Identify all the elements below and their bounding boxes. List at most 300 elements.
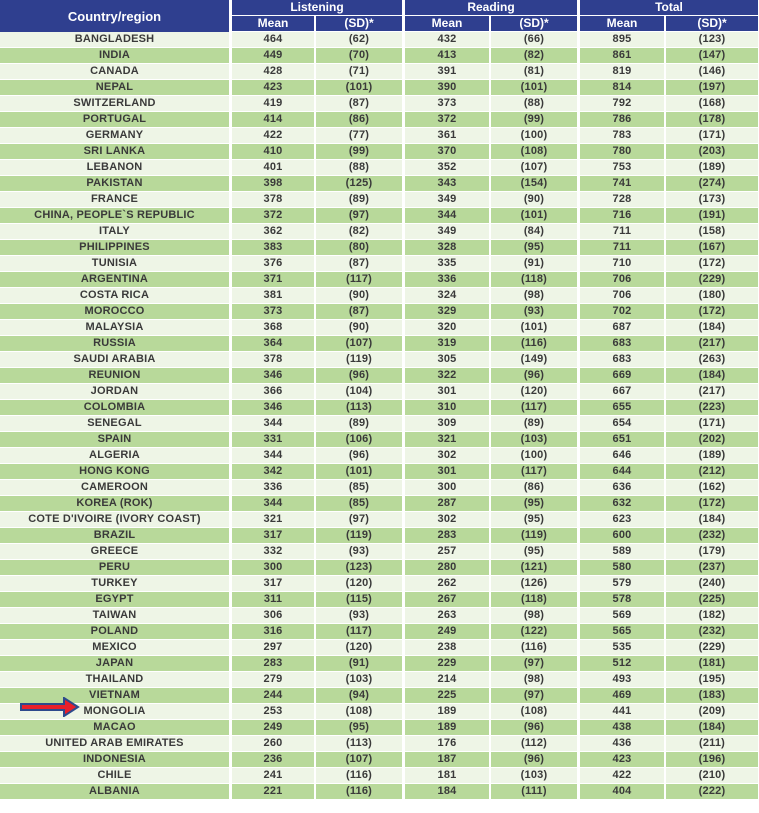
cell-total-sd: (189) <box>666 160 758 176</box>
table-row <box>0 656 758 672</box>
cell-total-mean: 819 <box>580 64 666 80</box>
cell-reading-sd: (82) <box>491 48 580 64</box>
cell-listening-mean: 297 <box>232 640 316 656</box>
cell-country: PORTUGAL <box>0 112 232 128</box>
table-row <box>0 432 758 448</box>
cell-country: PHILIPPINES <box>0 240 232 256</box>
cell-reading-mean: 370 <box>405 144 491 160</box>
cell-country: CHILE <box>0 768 232 784</box>
cell-total-mean: 654 <box>580 416 666 432</box>
cell-reading-mean: 329 <box>405 304 491 320</box>
header-listening-sd: (SD)* <box>316 16 405 32</box>
cell-total-mean: 569 <box>580 608 666 624</box>
cell-listening-sd: (94) <box>316 688 405 704</box>
cell-country: LEBANON <box>0 160 232 176</box>
cell-total-mean: 436 <box>580 736 666 752</box>
table-row <box>0 640 758 656</box>
cell-reading-sd: (97) <box>491 688 580 704</box>
cell-listening-sd: (117) <box>316 624 405 640</box>
cell-total-sd: (172) <box>666 256 758 272</box>
cell-reading-mean: 262 <box>405 576 491 592</box>
cell-reading-mean: 263 <box>405 608 491 624</box>
cell-reading-sd: (101) <box>491 320 580 336</box>
cell-listening-mean: 401 <box>232 160 316 176</box>
cell-reading-mean: 225 <box>405 688 491 704</box>
table-row <box>0 544 758 560</box>
header-total: Total <box>580 0 758 16</box>
cell-total-mean: 632 <box>580 496 666 512</box>
cell-country: MACAO <box>0 720 232 736</box>
cell-reading-mean: 343 <box>405 176 491 192</box>
cell-listening-sd: (62) <box>316 32 405 48</box>
table-row <box>0 704 758 720</box>
cell-total-mean: 579 <box>580 576 666 592</box>
table-row <box>0 128 758 144</box>
cell-total-mean: 636 <box>580 480 666 496</box>
cell-listening-sd: (113) <box>316 400 405 416</box>
cell-reading-sd: (96) <box>491 720 580 736</box>
cell-total-sd: (274) <box>666 176 758 192</box>
cell-total-sd: (172) <box>666 496 758 512</box>
cell-total-sd: (180) <box>666 288 758 304</box>
cell-total-sd: (184) <box>666 720 758 736</box>
cell-total-mean: 716 <box>580 208 666 224</box>
cell-reading-sd: (116) <box>491 336 580 352</box>
cell-reading-mean: 302 <box>405 448 491 464</box>
header-reading: Reading <box>405 0 580 16</box>
cell-country: TUNISIA <box>0 256 232 272</box>
cell-country: THAILAND <box>0 672 232 688</box>
cell-total-sd: (217) <box>666 384 758 400</box>
cell-country: GERMANY <box>0 128 232 144</box>
cell-reading-sd: (111) <box>491 784 580 800</box>
cell-total-mean: 493 <box>580 672 666 688</box>
cell-listening-sd: (85) <box>316 480 405 496</box>
table-row <box>0 80 758 96</box>
cell-reading-mean: 335 <box>405 256 491 272</box>
cell-total-mean: 644 <box>580 464 666 480</box>
cell-listening-mean: 249 <box>232 720 316 736</box>
cell-listening-sd: (91) <box>316 656 405 672</box>
table-row <box>0 688 758 704</box>
cell-listening-sd: (80) <box>316 240 405 256</box>
cell-total-mean: 469 <box>580 688 666 704</box>
cell-total-sd: (229) <box>666 272 758 288</box>
cell-country: UNITED ARAB EMIRATES <box>0 736 232 752</box>
cell-listening-sd: (125) <box>316 176 405 192</box>
cell-country: SRI LANKA <box>0 144 232 160</box>
cell-total-sd: (183) <box>666 688 758 704</box>
cell-total-mean: 655 <box>580 400 666 416</box>
cell-listening-mean: 362 <box>232 224 316 240</box>
cell-country: ITALY <box>0 224 232 240</box>
cell-reading-mean: 300 <box>405 480 491 496</box>
cell-total-sd: (263) <box>666 352 758 368</box>
cell-reading-sd: (88) <box>491 96 580 112</box>
cell-reading-sd: (96) <box>491 368 580 384</box>
cell-country: SWITZERLAND <box>0 96 232 112</box>
table-row <box>0 320 758 336</box>
cell-listening-sd: (90) <box>316 320 405 336</box>
cell-reading-mean: 319 <box>405 336 491 352</box>
cell-listening-sd: (93) <box>316 608 405 624</box>
cell-reading-sd: (86) <box>491 480 580 496</box>
cell-reading-sd: (97) <box>491 656 580 672</box>
table-row <box>0 224 758 240</box>
cell-listening-mean: 241 <box>232 768 316 784</box>
cell-reading-mean: 238 <box>405 640 491 656</box>
cell-reading-mean: 322 <box>405 368 491 384</box>
cell-reading-sd: (93) <box>491 304 580 320</box>
cell-country: KOREA (ROK) <box>0 496 232 512</box>
cell-total-mean: 753 <box>580 160 666 176</box>
cell-reading-sd: (99) <box>491 112 580 128</box>
cell-total-sd: (196) <box>666 752 758 768</box>
cell-country: INDONESIA <box>0 752 232 768</box>
table-header <box>0 0 758 32</box>
cell-listening-mean: 236 <box>232 752 316 768</box>
cell-reading-sd: (119) <box>491 528 580 544</box>
table-row <box>0 608 758 624</box>
cell-total-mean: 623 <box>580 512 666 528</box>
cell-total-sd: (171) <box>666 128 758 144</box>
table-row <box>0 48 758 64</box>
cell-listening-sd: (116) <box>316 768 405 784</box>
table-row <box>0 400 758 416</box>
cell-total-mean: 600 <box>580 528 666 544</box>
table-row <box>0 32 758 48</box>
cell-total-mean: 792 <box>580 96 666 112</box>
cell-reading-sd: (95) <box>491 544 580 560</box>
cell-reading-sd: (66) <box>491 32 580 48</box>
header-reading-mean: Mean <box>405 16 491 32</box>
cell-total-mean: 895 <box>580 32 666 48</box>
table-row <box>0 176 758 192</box>
cell-reading-sd: (100) <box>491 448 580 464</box>
cell-listening-mean: 336 <box>232 480 316 496</box>
cell-listening-mean: 368 <box>232 320 316 336</box>
cell-reading-sd: (117) <box>491 464 580 480</box>
cell-reading-mean: 352 <box>405 160 491 176</box>
cell-listening-sd: (119) <box>316 528 405 544</box>
cell-total-mean: 783 <box>580 128 666 144</box>
cell-listening-sd: (93) <box>316 544 405 560</box>
cell-listening-mean: 244 <box>232 688 316 704</box>
cell-total-sd: (168) <box>666 96 758 112</box>
cell-reading-sd: (95) <box>491 496 580 512</box>
table-row <box>0 160 758 176</box>
cell-listening-sd: (95) <box>316 720 405 736</box>
cell-reading-mean: 432 <box>405 32 491 48</box>
cell-listening-mean: 221 <box>232 784 316 800</box>
cell-listening-sd: (88) <box>316 160 405 176</box>
cell-total-sd: (178) <box>666 112 758 128</box>
cell-listening-sd: (104) <box>316 384 405 400</box>
cell-reading-mean: 321 <box>405 432 491 448</box>
cell-total-mean: 861 <box>580 48 666 64</box>
cell-listening-sd: (120) <box>316 576 405 592</box>
cell-reading-sd: (122) <box>491 624 580 640</box>
table-row <box>0 352 758 368</box>
cell-listening-mean: 378 <box>232 352 316 368</box>
cell-total-sd: (229) <box>666 640 758 656</box>
cell-listening-sd: (70) <box>316 48 405 64</box>
cell-reading-mean: 181 <box>405 768 491 784</box>
table-row <box>0 560 758 576</box>
cell-total-sd: (240) <box>666 576 758 592</box>
cell-reading-mean: 361 <box>405 128 491 144</box>
cell-total-sd: (232) <box>666 624 758 640</box>
cell-country: JORDAN <box>0 384 232 400</box>
table-row <box>0 240 758 256</box>
table-row <box>0 784 758 800</box>
cell-listening-sd: (90) <box>316 288 405 304</box>
cell-reading-sd: (98) <box>491 608 580 624</box>
cell-country: COLOMBIA <box>0 400 232 416</box>
cell-total-sd: (179) <box>666 544 758 560</box>
cell-reading-mean: 176 <box>405 736 491 752</box>
header-listening-mean: Mean <box>232 16 316 32</box>
cell-reading-sd: (117) <box>491 400 580 416</box>
cell-total-mean: 422 <box>580 768 666 784</box>
cell-reading-sd: (95) <box>491 512 580 528</box>
cell-total-sd: (167) <box>666 240 758 256</box>
cell-listening-sd: (96) <box>316 368 405 384</box>
cell-listening-sd: (97) <box>316 512 405 528</box>
cell-listening-mean: 378 <box>232 192 316 208</box>
cell-listening-sd: (123) <box>316 560 405 576</box>
table-body <box>0 32 758 800</box>
cell-listening-mean: 381 <box>232 288 316 304</box>
cell-total-mean: 667 <box>580 384 666 400</box>
cell-country: CHINA, PEOPLE`S REPUBLIC <box>0 208 232 224</box>
header-total-sd: (SD)* <box>666 16 758 32</box>
cell-reading-sd: (84) <box>491 224 580 240</box>
cell-listening-mean: 376 <box>232 256 316 272</box>
cell-reading-mean: 301 <box>405 384 491 400</box>
cell-total-mean: 646 <box>580 448 666 464</box>
cell-listening-sd: (108) <box>316 704 405 720</box>
cell-listening-mean: 344 <box>232 448 316 464</box>
cell-total-sd: (184) <box>666 512 758 528</box>
cell-total-mean: 669 <box>580 368 666 384</box>
cell-reading-sd: (91) <box>491 256 580 272</box>
table-row <box>0 592 758 608</box>
cell-total-mean: 580 <box>580 560 666 576</box>
cell-total-mean: 786 <box>580 112 666 128</box>
cell-country: TURKEY <box>0 576 232 592</box>
cell-listening-sd: (101) <box>316 80 405 96</box>
table-row <box>0 112 758 128</box>
cell-total-mean: 512 <box>580 656 666 672</box>
cell-listening-sd: (117) <box>316 272 405 288</box>
cell-total-sd: (223) <box>666 400 758 416</box>
cell-listening-mean: 300 <box>232 560 316 576</box>
cell-listening-mean: 260 <box>232 736 316 752</box>
cell-country: EGYPT <box>0 592 232 608</box>
cell-reading-mean: 189 <box>405 704 491 720</box>
cell-reading-mean: 324 <box>405 288 491 304</box>
cell-total-sd: (195) <box>666 672 758 688</box>
cell-reading-mean: 280 <box>405 560 491 576</box>
cell-total-mean: 589 <box>580 544 666 560</box>
cell-reading-mean: 214 <box>405 672 491 688</box>
cell-reading-sd: (96) <box>491 752 580 768</box>
header-row-groups <box>0 0 758 16</box>
cell-reading-sd: (90) <box>491 192 580 208</box>
cell-listening-mean: 398 <box>232 176 316 192</box>
cell-reading-mean: 249 <box>405 624 491 640</box>
table-row <box>0 736 758 752</box>
cell-listening-sd: (89) <box>316 192 405 208</box>
cell-reading-sd: (101) <box>491 208 580 224</box>
cell-reading-sd: (118) <box>491 272 580 288</box>
cell-listening-mean: 346 <box>232 400 316 416</box>
cell-listening-mean: 346 <box>232 368 316 384</box>
cell-reading-mean: 373 <box>405 96 491 112</box>
cell-listening-mean: 423 <box>232 80 316 96</box>
cell-country: COTE D'IVOIRE (IVORY COAST) <box>0 512 232 528</box>
cell-reading-mean: 257 <box>405 544 491 560</box>
cell-listening-mean: 306 <box>232 608 316 624</box>
cell-listening-sd: (86) <box>316 112 405 128</box>
cell-country: BRAZIL <box>0 528 232 544</box>
cell-listening-sd: (99) <box>316 144 405 160</box>
cell-reading-sd: (121) <box>491 560 580 576</box>
cell-total-sd: (212) <box>666 464 758 480</box>
cell-listening-sd: (77) <box>316 128 405 144</box>
cell-reading-mean: 336 <box>405 272 491 288</box>
cell-country: FRANCE <box>0 192 232 208</box>
cell-listening-sd: (82) <box>316 224 405 240</box>
cell-listening-sd: (116) <box>316 784 405 800</box>
table-row <box>0 624 758 640</box>
cell-country: SENEGAL <box>0 416 232 432</box>
table-row <box>0 416 758 432</box>
cell-listening-mean: 279 <box>232 672 316 688</box>
cell-total-sd: (189) <box>666 448 758 464</box>
cell-total-sd: (173) <box>666 192 758 208</box>
cell-reading-sd: (89) <box>491 416 580 432</box>
cell-total-mean: 687 <box>580 320 666 336</box>
cell-listening-mean: 410 <box>232 144 316 160</box>
cell-total-sd: (217) <box>666 336 758 352</box>
cell-reading-sd: (154) <box>491 176 580 192</box>
cell-listening-mean: 449 <box>232 48 316 64</box>
cell-total-sd: (123) <box>666 32 758 48</box>
cell-total-sd: (232) <box>666 528 758 544</box>
cell-total-mean: 702 <box>580 304 666 320</box>
table-row <box>0 752 758 768</box>
cell-total-sd: (181) <box>666 656 758 672</box>
cell-listening-mean: 321 <box>232 512 316 528</box>
cell-reading-mean: 328 <box>405 240 491 256</box>
table-row <box>0 272 758 288</box>
cell-listening-mean: 373 <box>232 304 316 320</box>
cell-country: SAUDI ARABIA <box>0 352 232 368</box>
cell-country: CAMEROON <box>0 480 232 496</box>
cell-listening-mean: 371 <box>232 272 316 288</box>
cell-reading-mean: 372 <box>405 112 491 128</box>
cell-reading-mean: 344 <box>405 208 491 224</box>
cell-reading-mean: 320 <box>405 320 491 336</box>
cell-listening-sd: (87) <box>316 96 405 112</box>
table-row <box>0 144 758 160</box>
cell-reading-mean: 305 <box>405 352 491 368</box>
cell-reading-mean: 283 <box>405 528 491 544</box>
cell-country: RUSSIA <box>0 336 232 352</box>
cell-listening-mean: 383 <box>232 240 316 256</box>
cell-listening-mean: 253 <box>232 704 316 720</box>
cell-total-sd: (225) <box>666 592 758 608</box>
cell-listening-sd: (87) <box>316 304 405 320</box>
cell-listening-mean: 317 <box>232 528 316 544</box>
table-row <box>0 192 758 208</box>
cell-listening-mean: 316 <box>232 624 316 640</box>
cell-country: MALAYSIA <box>0 320 232 336</box>
cell-total-mean: 711 <box>580 224 666 240</box>
cell-total-mean: 683 <box>580 352 666 368</box>
cell-country: GREECE <box>0 544 232 560</box>
cell-total-mean: 711 <box>580 240 666 256</box>
cell-country: BANGLADESH <box>0 32 232 48</box>
cell-listening-sd: (113) <box>316 736 405 752</box>
cell-reading-sd: (112) <box>491 736 580 752</box>
cell-listening-mean: 283 <box>232 656 316 672</box>
cell-total-mean: 814 <box>580 80 666 96</box>
cell-reading-sd: (81) <box>491 64 580 80</box>
cell-total-sd: (222) <box>666 784 758 800</box>
cell-reading-mean: 413 <box>405 48 491 64</box>
cell-listening-mean: 344 <box>232 416 316 432</box>
cell-reading-sd: (120) <box>491 384 580 400</box>
cell-listening-mean: 332 <box>232 544 316 560</box>
table-row <box>0 576 758 592</box>
cell-reading-mean: 229 <box>405 656 491 672</box>
cell-reading-mean: 187 <box>405 752 491 768</box>
cell-country: ALBANIA <box>0 784 232 800</box>
cell-country: MOROCCO <box>0 304 232 320</box>
cell-country: CANADA <box>0 64 232 80</box>
cell-total-sd: (197) <box>666 80 758 96</box>
header-country: Country/region <box>0 0 232 32</box>
cell-total-mean: 706 <box>580 272 666 288</box>
table-row <box>0 512 758 528</box>
cell-reading-sd: (95) <box>491 240 580 256</box>
cell-reading-sd: (98) <box>491 288 580 304</box>
cell-listening-mean: 419 <box>232 96 316 112</box>
cell-reading-sd: (100) <box>491 128 580 144</box>
table-row <box>0 336 758 352</box>
cell-country: ALGERIA <box>0 448 232 464</box>
cell-reading-mean: 184 <box>405 784 491 800</box>
cell-listening-mean: 311 <box>232 592 316 608</box>
cell-listening-sd: (89) <box>316 416 405 432</box>
cell-country: POLAND <box>0 624 232 640</box>
cell-country: REUNION <box>0 368 232 384</box>
cell-reading-sd: (126) <box>491 576 580 592</box>
cell-country: COSTA RICA <box>0 288 232 304</box>
cell-total-sd: (158) <box>666 224 758 240</box>
table-row <box>0 496 758 512</box>
cell-total-mean: 441 <box>580 704 666 720</box>
cell-total-mean: 780 <box>580 144 666 160</box>
cell-listening-mean: 372 <box>232 208 316 224</box>
cell-total-mean: 728 <box>580 192 666 208</box>
cell-listening-mean: 344 <box>232 496 316 512</box>
table-row <box>0 96 758 112</box>
cell-listening-sd: (119) <box>316 352 405 368</box>
